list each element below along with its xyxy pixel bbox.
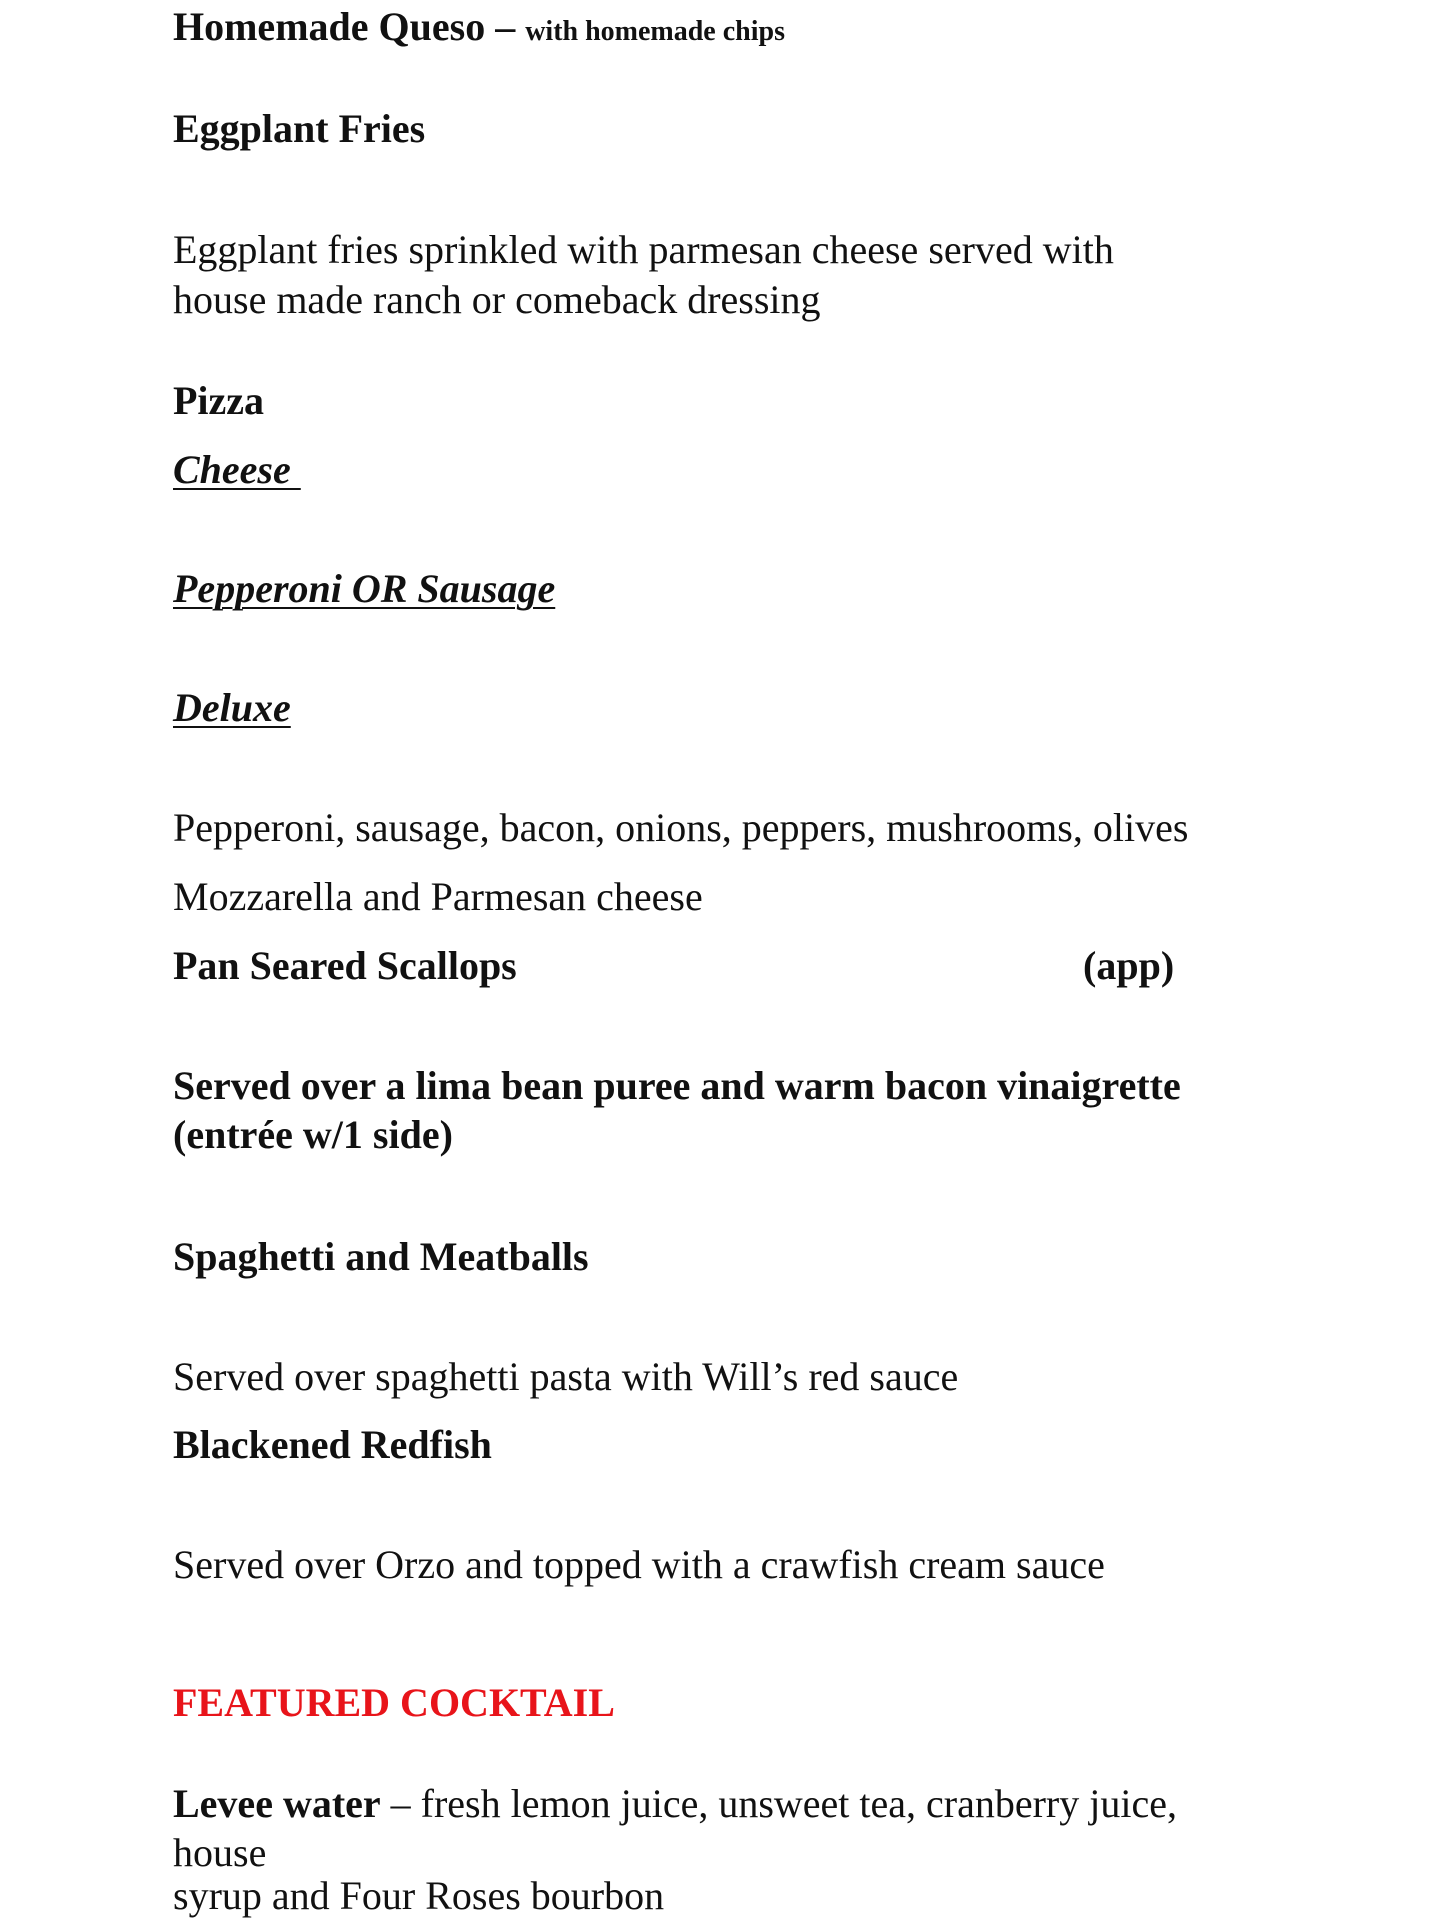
spaghetti-desc: Served over spaghetti pasta with Will’s red sauce	[173, 1354, 959, 1399]
pizza-heading: Pizza	[173, 378, 265, 423]
cocktail-desc-line2: house	[173, 1830, 267, 1875]
redfish-name: Blackened Redfish	[173, 1422, 492, 1467]
eggplant-desc-line1: Eggplant fries sprinkled with parmesan cheese served with	[173, 227, 1114, 272]
pizza-deluxe-row	[173, 684, 291, 732]
pizza-pepperoni: Pepperoni OR Sausage	[173, 566, 556, 611]
scallops-name: Pan Seared Scallops	[173, 943, 517, 988]
cocktail-desc-line1: fresh lemon juice, unsweet tea, cranberry juice,	[420, 1781, 1177, 1826]
cocktail-desc-line3: syrup and Four Roses bourbon	[173, 1873, 665, 1918]
cocktail-dash: –	[380, 1781, 421, 1826]
scallops-tag: (app)	[1083, 943, 1175, 988]
eggplant-name: Eggplant Fries	[173, 106, 426, 151]
pizza-cheeses: Mozzarella and Parmesan cheese	[173, 874, 703, 919]
pizza-pepperoni-row	[173, 565, 555, 613]
scallops-desc-line2: (entrée w/1 side)	[173, 1112, 453, 1157]
queso-dash: –	[485, 4, 526, 49]
spaghetti-name: Spaghetti and Meatballs	[173, 1234, 589, 1279]
queso-name: Homemade Queso	[173, 4, 486, 49]
queso-item	[173, 3, 785, 56]
featured-cocktail-heading: FEATURED COCKTAIL	[173, 1680, 615, 1725]
queso-note: with homemade chips	[525, 16, 785, 47]
cocktail-name: Levee water	[173, 1781, 381, 1826]
eggplant-desc-line2: house made ranch or comeback dressing	[173, 277, 821, 322]
pizza-cheese: Cheese	[173, 447, 301, 492]
pizza-cheese-row	[173, 446, 301, 494]
pizza-toppings: Pepperoni, sausage, bacon, onions, peppers, mushrooms, olives	[173, 805, 1189, 850]
scallops-desc-line1: Served over a lima bean puree and warm bacon vinaigrette	[173, 1063, 1181, 1108]
cocktail-line1	[173, 1780, 1177, 1828]
pizza-deluxe: Deluxe	[173, 685, 291, 730]
redfish-desc: Served over Orzo and topped with a crawfish cream sauce	[173, 1542, 1105, 1587]
